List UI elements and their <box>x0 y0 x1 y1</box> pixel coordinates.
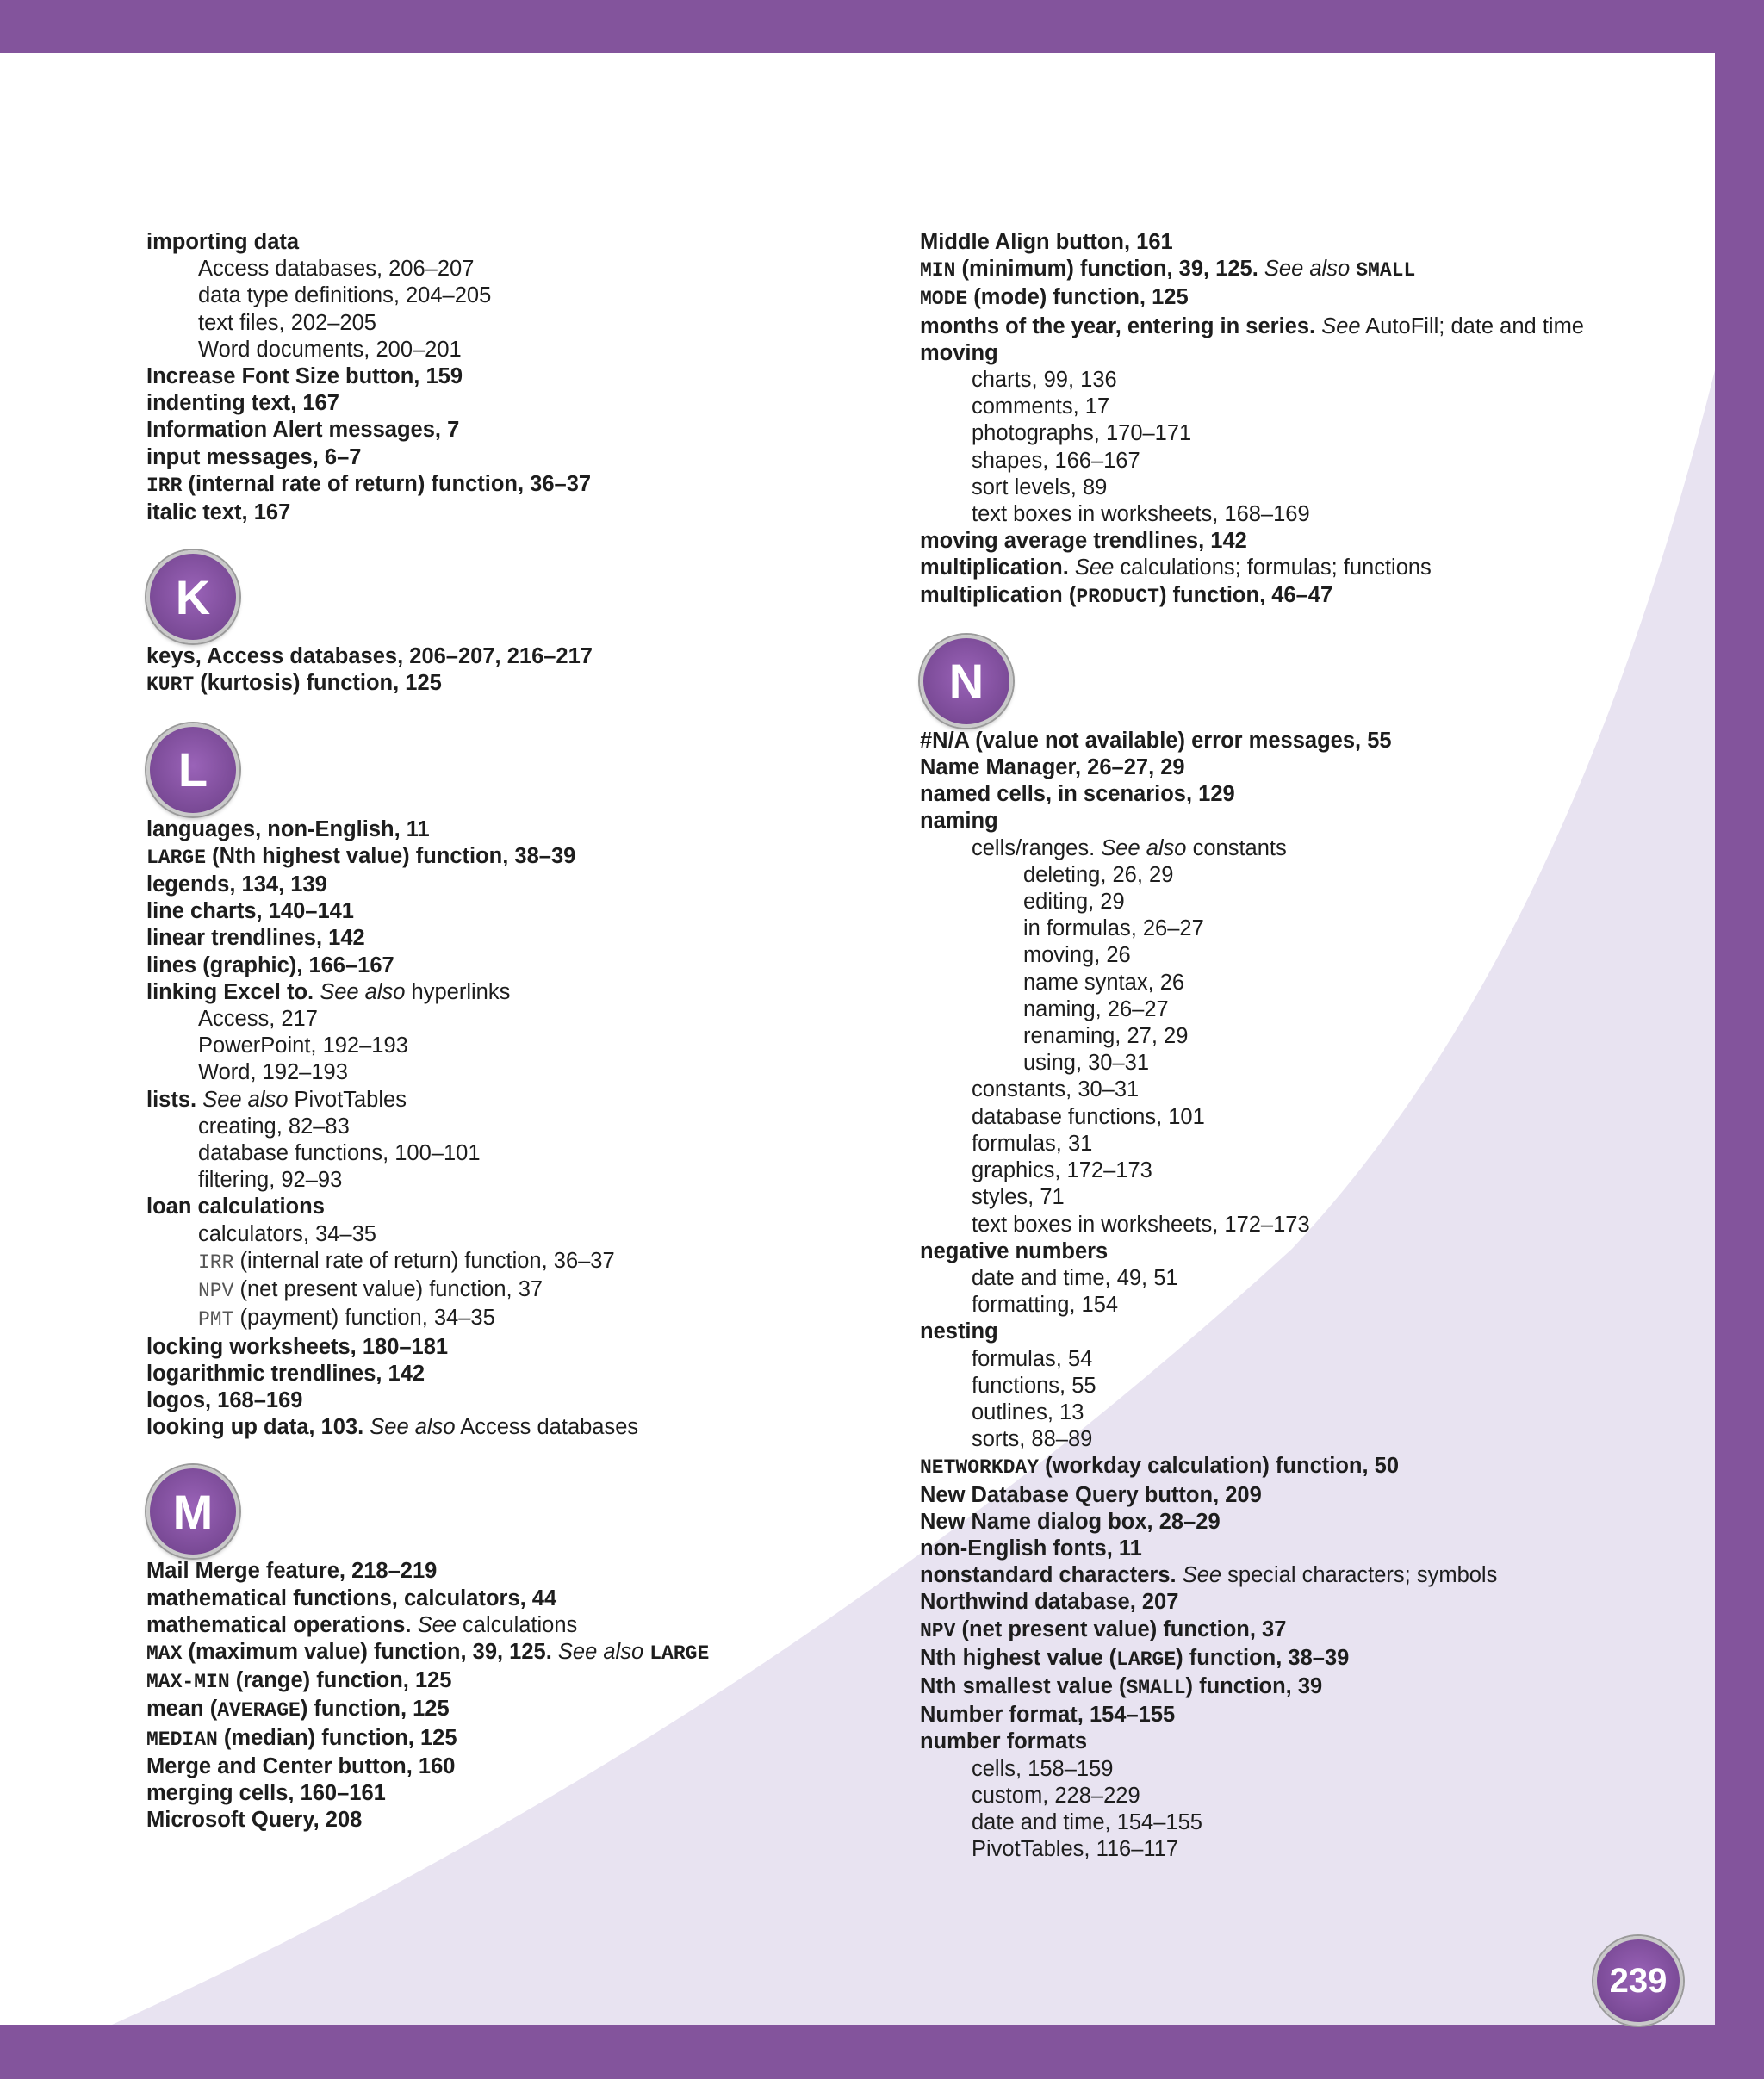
index-subentry <box>920 835 1695 862</box>
entry-text: looking up data, 103. <box>146 1415 370 1440</box>
entry-text: outlines, 13 <box>972 1399 1084 1424</box>
index-subentry <box>920 448 1695 475</box>
entry-text: months of the year, entering in series. <box>920 313 1322 338</box>
index-entry <box>146 500 922 526</box>
entry-text: database functions, 101 <box>972 1104 1205 1129</box>
function-name: NPV <box>198 1280 234 1303</box>
index-subentry <box>146 1140 922 1167</box>
entry-text: multiplication ( <box>920 582 1077 607</box>
index-entry <box>920 582 1695 611</box>
entry-text: number formats <box>920 1729 1088 1754</box>
index-subentry <box>146 1305 922 1333</box>
entry-text: moving, 26 <box>1023 943 1131 968</box>
index-subentry <box>920 1783 1695 1809</box>
entry-text: Middle Align button, 161 <box>920 230 1173 254</box>
entry-text: New Database Query button, 209 <box>920 1482 1262 1507</box>
cross-reference: See <box>1321 313 1361 338</box>
index-entry <box>920 284 1695 313</box>
entry-text: Mail Merge feature, 218–219 <box>146 1559 438 1584</box>
index-entry <box>920 808 1695 835</box>
section-letter: K <box>175 569 211 624</box>
entry-text: italic text, 167 <box>146 500 291 525</box>
index-entry <box>920 1728 1695 1755</box>
entry-text: text boxes in worksheets, 172–173 <box>972 1212 1310 1237</box>
page-number: 239 <box>1609 1961 1668 2000</box>
index-entry <box>146 1558 922 1585</box>
entry-text: Northwind database, 207 <box>920 1590 1179 1615</box>
function-name: IRR <box>198 1251 234 1274</box>
entry-text: charts, 99, 136 <box>972 368 1117 393</box>
entry-text: Microsoft Query, 208 <box>146 1808 363 1833</box>
index-entry <box>920 1645 1695 1673</box>
entry-text: (minimum) function, 39, 125. <box>955 257 1264 282</box>
function-name: IRR <box>146 474 183 497</box>
cross-reference: See <box>1182 1563 1222 1588</box>
index-subentry <box>920 475 1695 501</box>
function-name: MIN <box>920 259 956 282</box>
section-letter-badge <box>146 723 239 816</box>
index-entry <box>146 1612 922 1639</box>
function-name: MAX-MIN <box>146 1671 230 1694</box>
entry-text: line charts, 140–141 <box>146 899 354 924</box>
entry-text: multiplication. <box>920 555 1075 580</box>
index-entry <box>920 340 1695 367</box>
entry-text: calculations <box>456 1612 578 1637</box>
entry-text: keys, Access databases, 206–207, 216–217 <box>146 644 593 669</box>
entry-text: Name Manager, 26–27, 29 <box>920 755 1185 780</box>
index-entry <box>146 471 922 500</box>
entry-text: (payment) function, 34–35 <box>233 1306 495 1331</box>
section-letter-badge <box>920 635 1013 728</box>
section-letter-badge <box>146 1465 239 1558</box>
entry-text: (Nth highest value) function, 38–39 <box>206 843 576 868</box>
entry-text: #N/A (value not available) error messages, 55 <box>920 728 1392 753</box>
index-entry <box>146 843 922 872</box>
index-subentry <box>146 1221 922 1248</box>
entry-text: merging cells, 160–161 <box>146 1780 386 1805</box>
index-entry <box>146 417 922 444</box>
function-name: NPV <box>920 1619 956 1642</box>
index-subentry <box>920 862 1695 889</box>
entry-text: (maximum value) function, 39, 125. <box>182 1639 558 1664</box>
index-subentry <box>920 996 1695 1023</box>
index-subentry <box>146 1114 922 1140</box>
entry-text: moving average trendlines, 142 <box>920 529 1247 554</box>
entry-text: importing data <box>146 230 300 254</box>
index-subentry <box>146 1167 922 1194</box>
entry-text: filtering, 92–93 <box>198 1168 343 1193</box>
function-name: MAX <box>146 1641 183 1665</box>
function-name: PMT <box>198 1308 234 1331</box>
function-name: LARGE <box>1116 1648 1177 1671</box>
index-subentry <box>920 1104 1695 1131</box>
index-entry <box>146 898 922 925</box>
entry-text: text files, 202–205 <box>198 310 376 335</box>
right-border-band <box>1715 0 1764 2079</box>
index-subentry <box>920 889 1695 915</box>
entry-text: name syntax, 26 <box>1023 970 1185 995</box>
index-subentry <box>920 1809 1695 1836</box>
entry-text: lines (graphic), 166–167 <box>146 953 394 977</box>
index-entry <box>146 1639 922 1667</box>
index-subentry <box>920 501 1695 528</box>
entry-text: logos, 168–169 <box>146 1387 303 1412</box>
entry-text: (mode) function, 125 <box>967 285 1189 310</box>
index-subentry <box>920 915 1695 942</box>
entry-text: moving <box>920 340 998 365</box>
index-entry <box>920 1617 1695 1645</box>
entry-text: New Name dialog box, 28–29 <box>920 1509 1221 1534</box>
index-entry <box>146 1387 922 1414</box>
index-entry <box>920 1319 1695 1345</box>
index-column-left <box>146 229 922 1834</box>
cross-reference: See also <box>370 1415 456 1440</box>
index-entry <box>920 1673 1695 1702</box>
index-subentry <box>920 394 1695 420</box>
section-letter-row <box>920 611 1695 728</box>
entry-text: ) function, 46–47 <box>1158 582 1333 607</box>
entry-text: formulas, 54 <box>972 1346 1093 1371</box>
function-name: SMALL <box>1356 259 1416 282</box>
entry-text: cells, 158–159 <box>972 1756 1114 1781</box>
entry-text: mean ( <box>146 1697 218 1722</box>
index-subentry <box>146 1276 922 1305</box>
index-subentry <box>920 1023 1695 1050</box>
section-letter-row <box>146 699 922 816</box>
entry-text: linking Excel to. <box>146 979 320 1004</box>
index-entry <box>146 925 922 952</box>
entry-text: Information Alert messages, 7 <box>146 418 460 443</box>
index-subentry <box>920 1131 1695 1157</box>
entry-text: using, 30–31 <box>1023 1051 1150 1076</box>
entry-text: Nth smallest value ( <box>920 1673 1127 1698</box>
entry-text: naming <box>920 809 998 834</box>
index-entry <box>146 643 922 670</box>
cross-reference: See also <box>1101 835 1187 860</box>
entry-text: Word, 192–193 <box>198 1060 348 1085</box>
entry-text: (net present value) function, 37 <box>955 1617 1287 1641</box>
index-subentry <box>920 1265 1695 1292</box>
index-entry <box>146 1780 922 1807</box>
index-entry <box>146 670 922 698</box>
function-name: MEDIAN <box>146 1728 218 1751</box>
index-entry <box>146 1696 922 1724</box>
index-subentry <box>146 1059 922 1086</box>
entry-text: hyperlinks <box>405 979 511 1004</box>
index-entry <box>920 229 1695 256</box>
entry-text: cells/ranges. <box>972 835 1102 860</box>
entry-text: (median) function, 125 <box>217 1725 457 1750</box>
entry-text: (range) function, 125 <box>229 1668 452 1693</box>
section-letter: N <box>948 654 984 709</box>
entry-text: custom, 228–229 <box>972 1783 1140 1808</box>
section-letter: L <box>177 742 208 797</box>
cross-reference: See also <box>202 1087 289 1112</box>
entry-text: legends, 134, 139 <box>146 872 327 897</box>
function-name: PRODUCT <box>1076 585 1159 608</box>
entry-text: (workday calculation) function, 50 <box>1039 1454 1400 1479</box>
entry-text: nonstandard characters. <box>920 1563 1183 1588</box>
index-subentry <box>146 256 922 282</box>
index-column-right <box>920 229 1695 1863</box>
entry-text: mathematical operations. <box>146 1612 418 1637</box>
index-entry <box>146 444 922 471</box>
entry-text: mathematical functions, calculators, 44 <box>146 1586 557 1610</box>
entry-text: input messages, 6–7 <box>146 444 362 469</box>
entry-text: Access databases <box>455 1415 639 1440</box>
entry-text: functions, 55 <box>972 1373 1096 1398</box>
entry-text: lists. <box>146 1087 203 1112</box>
index-entry <box>146 1807 922 1834</box>
index-entry <box>920 1238 1695 1265</box>
entry-text: constants, 30–31 <box>972 1077 1140 1102</box>
index-entry <box>920 1562 1695 1589</box>
index-subentry <box>920 1292 1695 1319</box>
entry-text: sorts, 88–89 <box>972 1427 1093 1452</box>
entry-text: sort levels, 89 <box>972 475 1108 500</box>
entry-text: Increase Font Size button, 159 <box>146 364 463 389</box>
index-subentry <box>920 1756 1695 1783</box>
index-entry <box>920 256 1695 284</box>
index-subentry <box>920 1212 1695 1238</box>
index-subentry <box>920 1346 1695 1373</box>
entry-text: PivotTables <box>288 1087 407 1112</box>
entry-text: formatting, 154 <box>972 1293 1119 1318</box>
index-subentry <box>920 1426 1695 1453</box>
entry-text: Access databases, 206–207 <box>198 257 475 282</box>
entry-text: in formulas, 26–27 <box>1023 916 1204 941</box>
index-subentry <box>920 1157 1695 1184</box>
entry-text: naming, 26–27 <box>1023 996 1169 1021</box>
index-entry <box>920 528 1695 555</box>
page-number-badge <box>1593 1936 1683 2026</box>
entry-text: AutoFill; date and time <box>1360 313 1584 338</box>
entry-text: text boxes in worksheets, 168–169 <box>972 502 1310 527</box>
section-letter-row <box>146 526 922 643</box>
entry-text: calculators, 34–35 <box>198 1221 376 1246</box>
function-name: KURT <box>146 673 195 697</box>
index-entry <box>146 390 922 417</box>
index-entry <box>146 1087 922 1114</box>
entry-text: Access, 217 <box>198 1007 318 1032</box>
bottom-border-band <box>0 2025 1764 2079</box>
function-name: LARGE <box>146 846 207 869</box>
index-subentry <box>920 970 1695 996</box>
entry-text: date and time, 154–155 <box>972 1809 1202 1834</box>
function-name: LARGE <box>649 1641 710 1665</box>
entry-text: shapes, 166–167 <box>972 448 1140 473</box>
index-subentry <box>146 1033 922 1059</box>
index-entry <box>146 1194 922 1220</box>
index-subentry <box>920 1184 1695 1211</box>
index-entry <box>146 1586 922 1612</box>
index-entry <box>920 1482 1695 1509</box>
section-letter: M <box>172 1484 214 1539</box>
entry-text: data type definitions, 204–205 <box>198 283 492 308</box>
index-entry <box>146 979 922 1006</box>
index-entry <box>146 1361 922 1387</box>
index-subentry <box>146 337 922 363</box>
index-subentry <box>146 1248 922 1276</box>
index-entry <box>146 816 922 843</box>
index-entry <box>920 313 1695 340</box>
entry-text: named cells, in scenarios, 129 <box>920 782 1235 807</box>
index-subentry <box>920 420 1695 447</box>
entry-text: graphics, 172–173 <box>972 1158 1152 1183</box>
function-name: NETWORKDAY <box>920 1456 1040 1480</box>
index-entry <box>920 1536 1695 1562</box>
entry-text: indenting text, 167 <box>146 391 339 416</box>
function-name: AVERAGE <box>217 1699 301 1722</box>
index-entry <box>920 1509 1695 1536</box>
entry-text: (kurtosis) function, 125 <box>194 671 442 696</box>
index-entry <box>146 1334 922 1361</box>
index-entry <box>146 1725 922 1753</box>
entry-text: (internal rate of return) function, 36–37 <box>233 1248 615 1273</box>
index-entry <box>146 1667 922 1696</box>
function-name: MODE <box>920 288 968 311</box>
entry-text: editing, 29 <box>1023 890 1125 915</box>
section-letter-row <box>146 1441 922 1558</box>
index-subentry <box>920 1373 1695 1399</box>
entry-text: non-English fonts, 11 <box>920 1536 1142 1561</box>
cross-reference: See also <box>1264 257 1351 282</box>
entry-text: logarithmic trendlines, 142 <box>146 1361 425 1386</box>
index-entry <box>920 1702 1695 1728</box>
index-entry <box>920 728 1695 754</box>
section-letter-badge <box>146 550 239 643</box>
index-entry <box>920 555 1695 581</box>
cross-reference: See also <box>320 979 406 1004</box>
entry-text: formulas, 31 <box>972 1131 1093 1156</box>
entry-text: photographs, 170–171 <box>972 421 1192 446</box>
index-subentry <box>920 1399 1695 1426</box>
entry-text: ) function, 39 <box>1185 1673 1323 1698</box>
index-subentry <box>920 1077 1695 1103</box>
entry-text: deleting, 26, 29 <box>1023 862 1174 887</box>
function-name: SMALL <box>1126 1676 1186 1699</box>
entry-text: Word documents, 200–201 <box>198 337 462 362</box>
cross-reference: See <box>417 1612 457 1637</box>
entry-text: styles, 71 <box>972 1185 1065 1210</box>
entry-text: PowerPoint, 192–193 <box>198 1033 408 1058</box>
entry-text: (net present value) function, 37 <box>233 1277 543 1302</box>
index-entry <box>146 872 922 898</box>
index-subentry <box>146 310 922 337</box>
index-subentry <box>920 1050 1695 1077</box>
entry-text: negative numbers <box>920 1238 1109 1263</box>
entry-text: nesting <box>920 1319 998 1344</box>
index-subentry <box>920 942 1695 969</box>
entry-text: date and time, 49, 51 <box>972 1265 1178 1290</box>
top-border-band <box>0 0 1764 53</box>
index-subentry <box>920 1836 1695 1863</box>
entry-text: locking worksheets, 180–181 <box>146 1334 449 1359</box>
index-entry <box>146 229 922 256</box>
entry-text: Number format, 154–155 <box>920 1703 1176 1728</box>
cross-reference: See also <box>557 1639 644 1664</box>
cross-reference: See <box>1074 555 1115 580</box>
index-entry <box>146 1414 922 1441</box>
entry-text: ) function, 38–39 <box>1176 1645 1350 1670</box>
index-subentry <box>920 367 1695 394</box>
entry-text: linear trendlines, 142 <box>146 926 365 951</box>
index-entry <box>146 953 922 979</box>
index-subentry <box>146 282 922 309</box>
entry-text: special characters; symbols <box>1221 1563 1498 1588</box>
entry-text: loan calculations <box>146 1195 325 1219</box>
index-subentry <box>146 1006 922 1033</box>
entry-text: Merge and Center button, 160 <box>146 1753 456 1778</box>
entry-text: database functions, 100–101 <box>198 1141 481 1166</box>
entry-text: constants <box>1186 835 1287 860</box>
entry-text: calculations; formulas; functions <box>1114 555 1432 580</box>
entry-text: PivotTables, 116–117 <box>972 1837 1179 1862</box>
entry-text: Nth highest value ( <box>920 1645 1117 1670</box>
index-entry <box>920 1453 1695 1481</box>
entry-text: renaming, 27, 29 <box>1023 1024 1189 1049</box>
entry-text: ) function, 125 <box>300 1697 450 1722</box>
entry-text: comments, 17 <box>972 394 1110 419</box>
entry-text: creating, 82–83 <box>198 1114 350 1139</box>
entry-text: languages, non-English, 11 <box>146 816 430 841</box>
index-entry <box>146 1753 922 1780</box>
index-entry <box>920 754 1695 781</box>
index-entry <box>146 363 922 390</box>
entry-text: (internal rate of return) function, 36–37 <box>182 471 592 496</box>
index-entry <box>920 781 1695 808</box>
index-entry <box>920 1589 1695 1616</box>
